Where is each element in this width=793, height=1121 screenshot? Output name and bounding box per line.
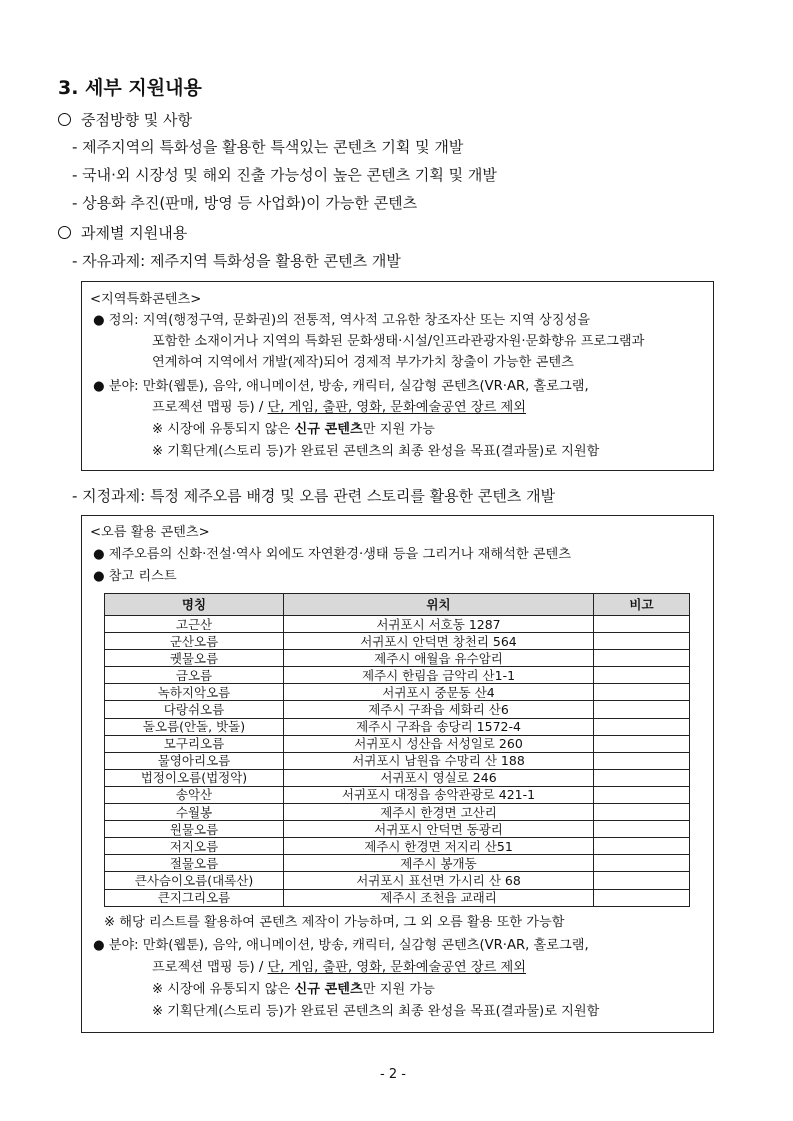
table-row [105,752,690,769]
cell-location: 서귀포시 남원읍 수망리 산 188 [284,752,594,769]
focus-item: - 제주지역의 특화성을 활용한 특색있는 콘텐츠 기획 및 개발 [72,138,464,156]
cell-location: 서귀포시 성산읍 서성일로 260 [284,735,594,752]
cell-name: 절물오름 [105,855,284,872]
focus-item: - 국내·외 시장성 및 해외 진출 가능성이 높은 콘텐츠 기획 및 개발 [72,166,497,184]
cell-name: 수월봉 [105,804,284,821]
cell-name: 송악산 [105,786,284,803]
cell-location: 제주시 한경면 고산리 [284,804,594,821]
field-line: ● 분야: 만화(웹툰), 음악, 애니메이션, 방송, 캐릭터, 실감형 콘텐츠(VR·AR, 홀로그램, [93,379,589,394]
focus-heading: 중점방향 및 사항 [81,111,192,129]
table-row [105,718,690,735]
definition-line: ● 정의: 지역(행정구역, 문화권)의 전통적, 역사적 고유한 창조자산 또는 지역 상징성을 [93,313,590,328]
note-planning: ※ 기획단계(스토리 등)가 완료된 콘텐츠의 최종 완성을 목표(결과물)로 지원함 [152,444,600,459]
cell-name: 법정이오름(법정악) [105,769,284,786]
field-line-2 [152,397,526,418]
cell-remarks [594,786,690,803]
table-row [105,821,690,838]
cell-location: 서귀포시 안덕면 창천리 564 [284,633,594,650]
cell-remarks [594,838,690,855]
definition-line: 연계하여 지역에서 개발(제작)되어 경제적 부가가치 창출이 가능한 콘텐츠 [152,355,574,370]
cell-remarks [594,872,690,889]
cell-remarks [594,769,690,786]
table-row [105,804,690,821]
header-name: 명칭 [105,594,284,616]
table-row [105,633,690,650]
cell-remarks [594,804,690,821]
cell-name: 돌오름(안돌, 밧돌) [105,718,284,735]
table-row [105,889,690,906]
cell-remarks [594,667,690,684]
table-row [105,769,690,786]
table-row [105,872,690,889]
note-text: 만 지원 가능 [362,422,435,437]
note-planning: ※ 기획단계(스토리 등)가 완료된 콘텐츠의 최종 완성을 목표(결과물)로 지원함 [152,1004,600,1019]
cell-name: 다랑쉬오름 [105,701,284,718]
cell-location: 제주시 봉개동 [284,855,594,872]
field-text: 프로젝션 맵핑 등) / [152,400,268,415]
cell-location: 서귀포시 영실로 246 [284,769,594,786]
table-row [105,650,690,667]
cell-remarks [594,735,690,752]
cell-remarks [594,616,690,633]
table-header-row [105,594,690,616]
cell-remarks [594,889,690,906]
note-text: ※ 시장에 유통되지 않은 [152,982,295,997]
field-line: ● 분야: 만화(웹툰), 음악, 애니메이션, 방송, 캐릭터, 실감형 콘텐츠(VR·AR, 홀로그램, [93,938,589,953]
cell-name: 녹하지악오름 [105,684,284,701]
cell-location: 제주시 조천읍 교래리 [284,889,594,906]
cell-name: 큰사슴이오름(대록산) [105,872,284,889]
note-new-content [152,419,435,440]
reference-list-label: ● 참고 리스트 [93,569,177,584]
note-emphasis: 신규 콘텐츠 [294,422,363,437]
cell-name: 고근산 [105,616,284,633]
cell-remarks [594,752,690,769]
cell-location: 서귀포시 중문동 산4 [284,684,594,701]
box-title: <지역특화콘텐츠> [90,292,202,307]
cell-name: 금오름 [105,667,284,684]
hollow-circle-icon [58,226,71,239]
box-title: <오름 활용 콘텐츠> [90,525,210,540]
field-line-2 [152,957,526,978]
table-note: ※ 해당 리스트를 활용하여 콘텐츠 제작이 가능하며, 그 외 오름 활용 또한 가능함 [104,915,565,930]
cell-remarks [594,684,690,701]
focus-heading-row [58,109,192,130]
hollow-circle-icon [58,113,71,126]
cell-remarks [594,633,690,650]
cell-location: 서귀포시 대정읍 송악관광로 421-1 [284,786,594,803]
cell-name: 물영아리오름 [105,752,284,769]
header-location: 위치 [284,594,594,616]
focus-item: - 상용화 추진(판매, 방영 등 사업화)이 가능한 콘텐츠 [72,194,418,212]
table-row [105,786,690,803]
tasks-heading-row [58,222,187,243]
cell-name: 큰지그리오름 [105,889,284,906]
cell-name: 원물오름 [105,821,284,838]
note-text: 만 지원 가능 [362,982,435,997]
table-row [105,667,690,684]
table-row [105,701,690,718]
note-new-content [152,979,435,1000]
cell-location: 서귀포시 안덕면 동광리 [284,821,594,838]
header-remarks: 비고 [594,594,690,616]
cell-location: 서귀포시 표선면 가시리 산 68 [284,872,594,889]
table-row [105,616,690,633]
tasks-heading: 과제별 지원내용 [81,224,188,242]
cell-name: 군산오름 [105,633,284,650]
table-row [105,855,690,872]
cell-remarks [594,701,690,718]
cell-location: 서귀포시 서호동 1287 [284,616,594,633]
cell-location: 제주시 애월읍 유수암리 [284,650,594,667]
cell-remarks [594,718,690,735]
cell-remarks [594,821,690,838]
note-text: ※ 시장에 유통되지 않은 [152,422,295,437]
definition-line: 포함한 소재이거나 지역의 특화된 문화생태·시설/인프라관광자원·문화향유 프로그램과 [152,334,645,349]
designated-task-label: - 지정과제: 특정 제주오름 배경 및 오름 관련 스토리를 활용한 콘텐츠 개발 [72,487,556,505]
section-title: 3. 세부 지원내용 [58,77,202,99]
cell-remarks [594,650,690,667]
cell-location: 제주시 구좌읍 송당리 1572-4 [284,718,594,735]
cell-name: 모구리오름 [105,735,284,752]
note-emphasis: 신규 콘텐츠 [294,982,363,997]
cell-name: 저지오름 [105,838,284,855]
cell-name: 궷물오름 [105,650,284,667]
oreum-reference-table [104,593,690,907]
cell-location: 제주시 구좌읍 세화리 산6 [284,701,594,718]
field-text: 프로젝션 맵핑 등) / [152,960,268,975]
table-row [105,838,690,855]
cell-location: 제주시 한림읍 금악리 산1-1 [284,667,594,684]
oreum-bullet: ● 제주오름의 신화·전설·역사 외에도 자연환경·생태 등을 그리거나 재해석한 콘텐츠 [93,547,572,562]
table-row [105,684,690,701]
cell-remarks [594,855,690,872]
genre-exclusion: 단, 게임, 출판, 영화, 문화예술공연 장르 제외 [267,400,527,415]
free-task-label: - 자유과제: 제주지역 특화성을 활용한 콘텐츠 개발 [72,252,401,270]
table-row [105,735,690,752]
cell-location: 제주시 한경면 저지리 산51 [284,838,594,855]
genre-exclusion: 단, 게임, 출판, 영화, 문화예술공연 장르 제외 [267,960,527,975]
page-number: - 2 - [380,1067,406,1082]
